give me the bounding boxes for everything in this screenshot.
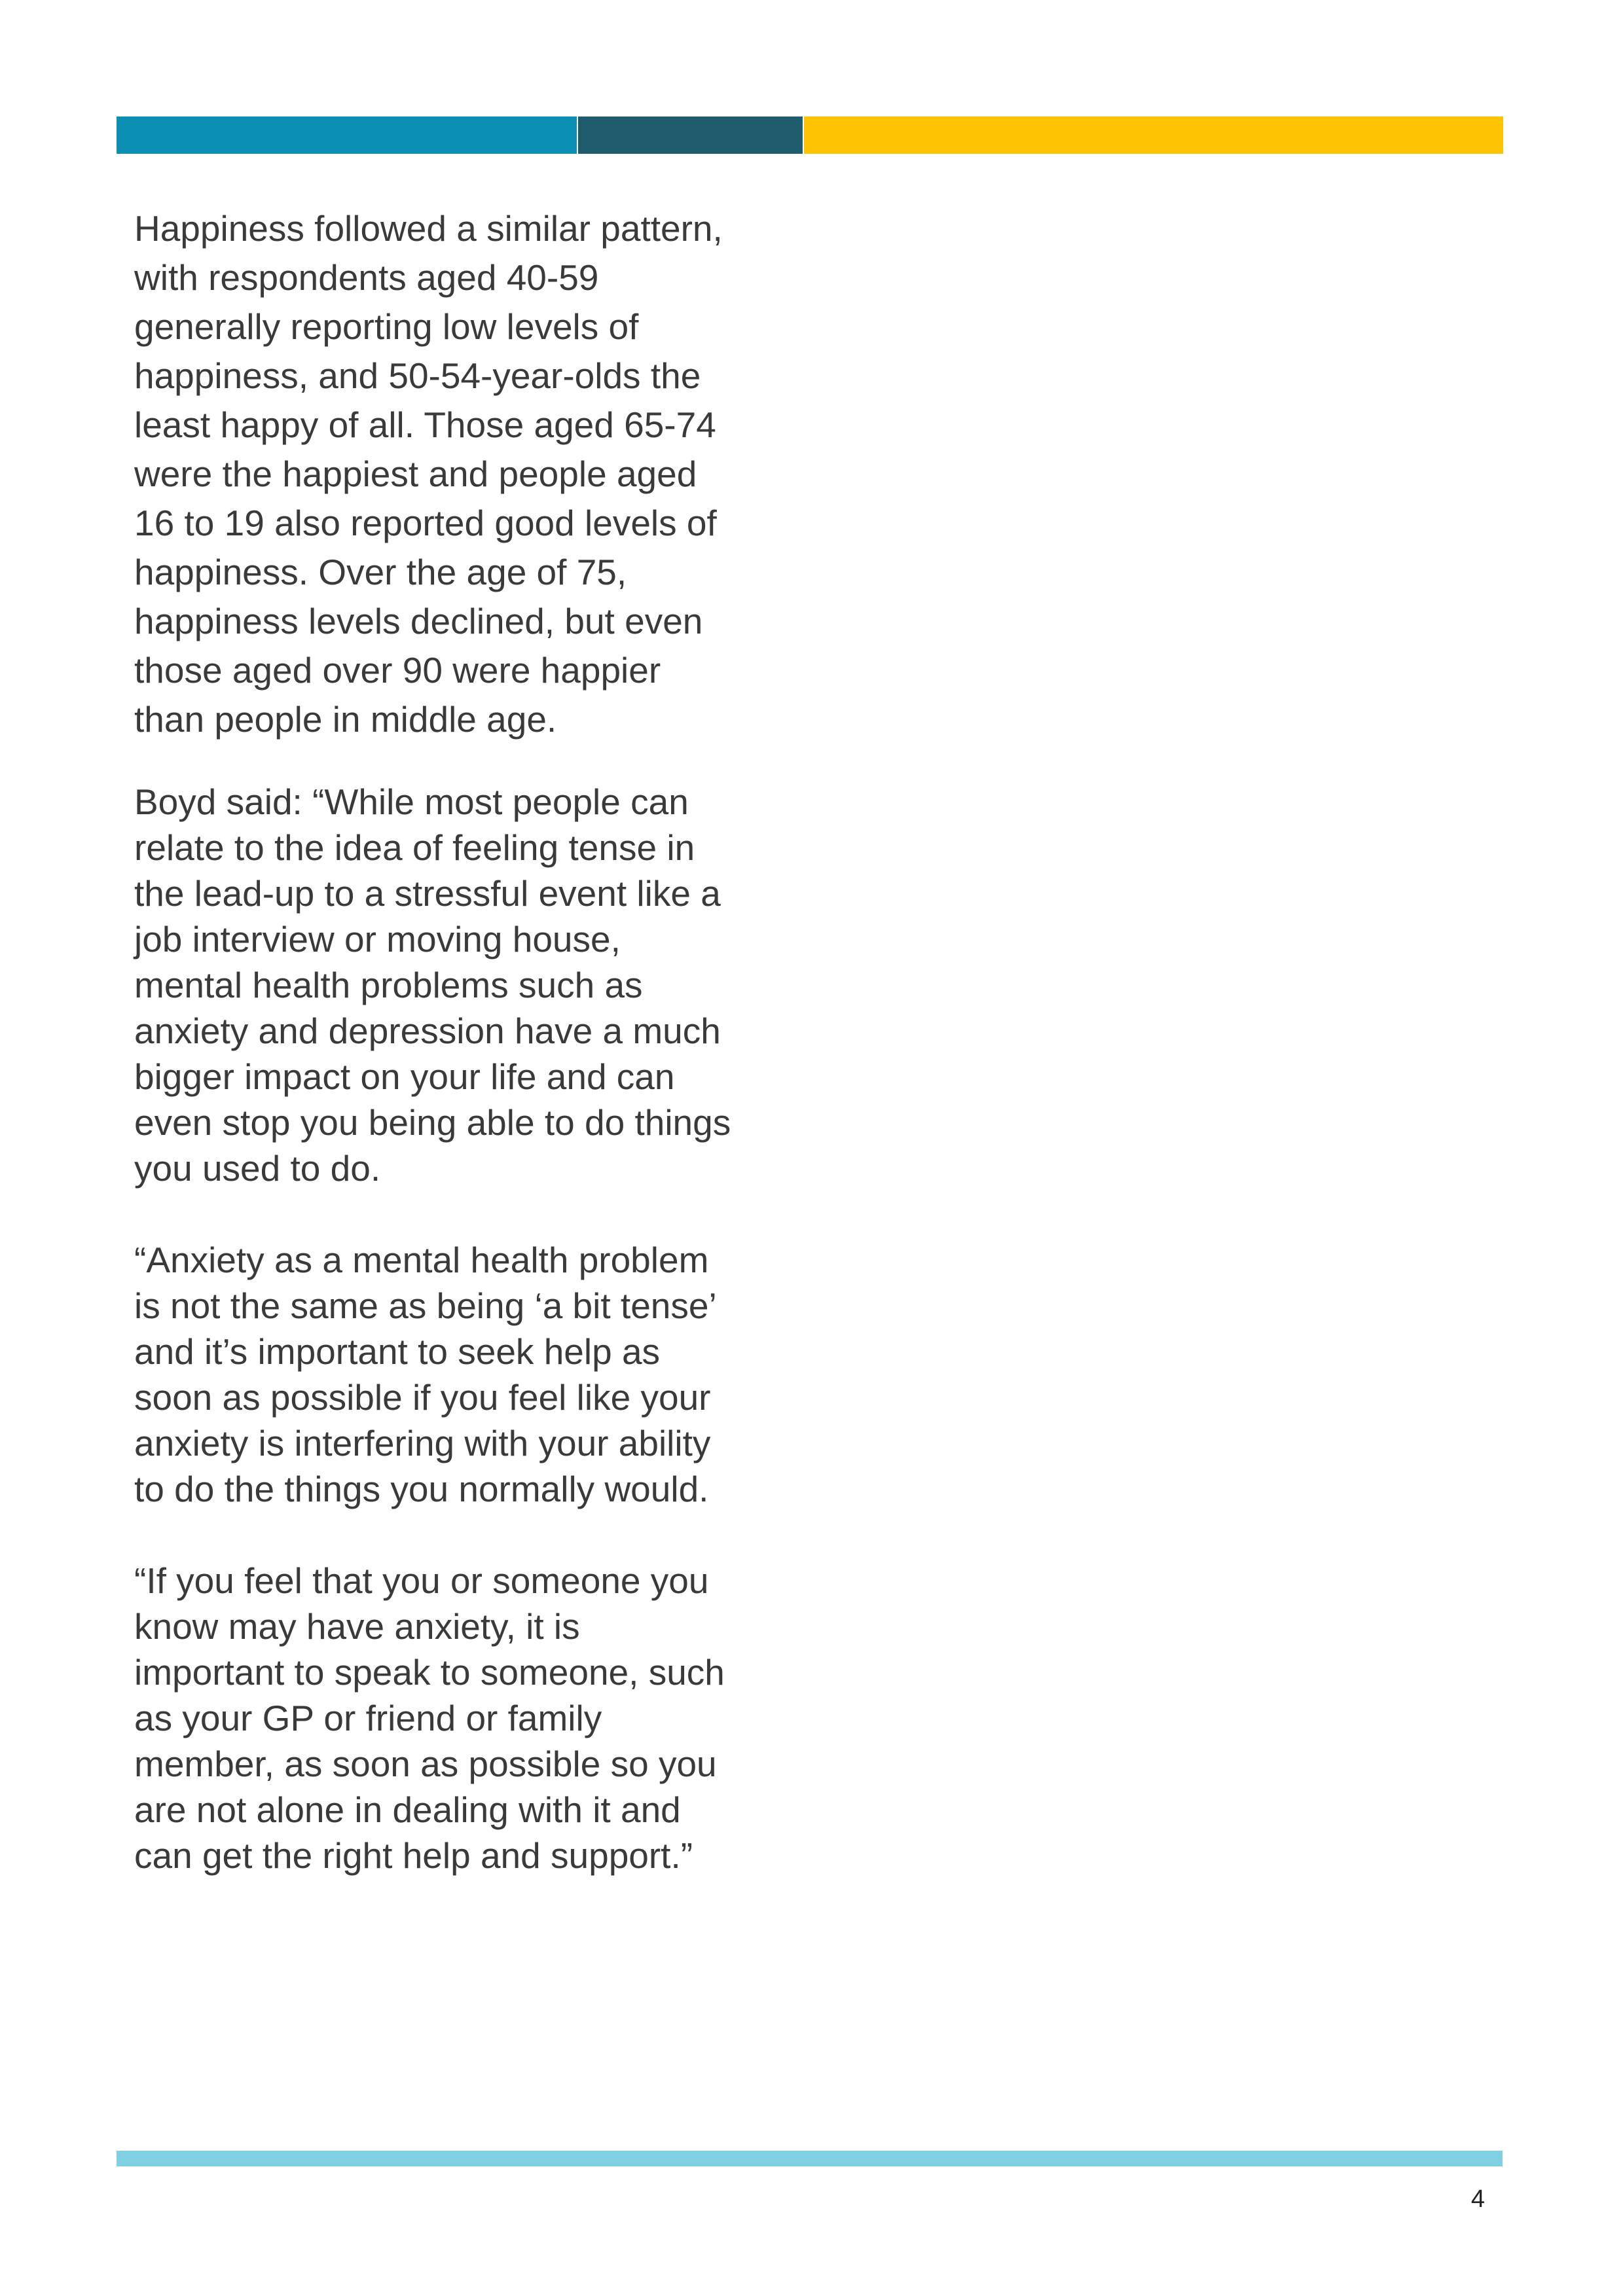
paragraph-anxiety-quote: “Anxiety as a mental health problem is not the same as being ‘a bit tense’ and it’s important to seek help as soon as possible if you feel like your anxiety is interfering with your ability to do the things you normally would. bbox=[134, 1240, 717, 1509]
header-color-bar-teal bbox=[117, 117, 577, 154]
footer-rule bbox=[117, 2151, 1503, 2166]
page-number: 4 bbox=[1470, 2185, 1485, 2213]
header-color-bar-dark-teal bbox=[578, 117, 803, 154]
paragraph-seek-help-quote: “If you feel that you or someone you know may have anxiety, it is important to speak to someone, such as your GP or friend or family member, as soon as possible so you are not alone in dealing with it and can get the right help and support.” bbox=[134, 1560, 725, 1876]
header-color-bar-gold bbox=[804, 117, 1503, 154]
article-body bbox=[134, 204, 789, 1878]
paragraph-happiness-pattern: Happiness followed a similar pattern, with respondents aged 40-59 generally reporting low levels of happiness, and 50-54-year-olds the least happy of all. Those aged 65-74 were the happiest and people aged 16 to 19 also reported good levels of happiness. Over the age of 75, happiness levels declined, but even those aged over 90 were happier than people in middle age. bbox=[134, 208, 723, 740]
paragraph-boyd-quote: Boyd said: “While most people can relate to the idea of feeling tense in the lead-up to a stressful event like a job interview or moving house, mental health problems such as anxiety and depression have a much bigger impact on your life and can even stop you being able to do things you used to do. bbox=[134, 781, 731, 1189]
